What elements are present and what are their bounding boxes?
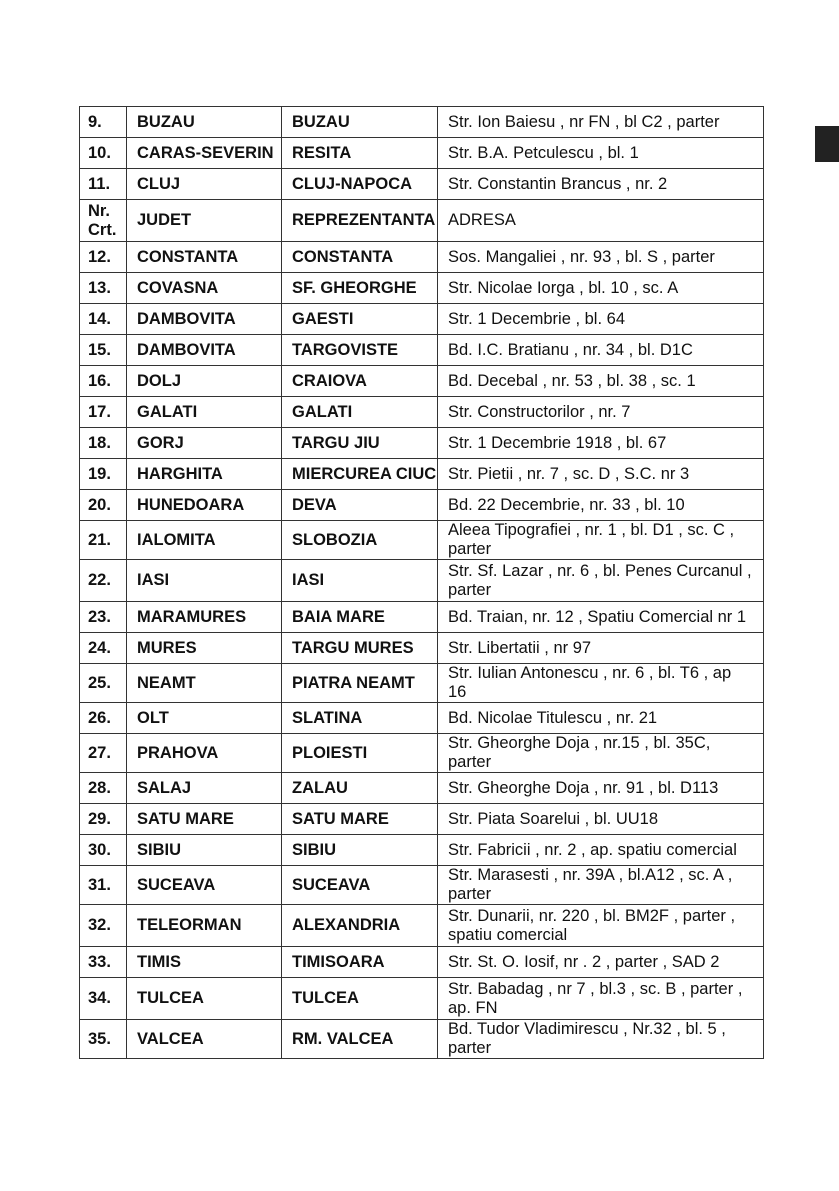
cell-nr: 23.: [80, 602, 127, 633]
cell-judet: CARAS-SEVERIN: [127, 138, 282, 169]
cell-judet: DAMBOVITA: [127, 304, 282, 335]
cell-nr: 35.: [80, 1020, 127, 1059]
header-reprezentanta: REPREZENTANTA: [282, 200, 438, 242]
cell-judet: GALATI: [127, 397, 282, 428]
cell-adresa: Str. Sf. Lazar , nr. 6 , bl. Penes Curcanul , parter: [438, 560, 764, 602]
cell-adresa: Str. Gheorghe Doja , nr. 91 , bl. D113: [438, 773, 764, 804]
cell-judet: SALAJ: [127, 773, 282, 804]
cell-reprezentanta: SLOBOZIA: [282, 521, 438, 560]
cell-adresa: Str. B.A. Petculescu , bl. 1: [438, 138, 764, 169]
table-row: [80, 633, 764, 664]
table-row: [80, 138, 764, 169]
cell-reprezentanta: TARGOVISTE: [282, 335, 438, 366]
cell-reprezentanta: SF. GHEORGHE: [282, 273, 438, 304]
header-judet: JUDET: [127, 200, 282, 242]
cell-adresa: Str. Piata Soarelui , bl. UU18: [438, 804, 764, 835]
table-row: [80, 602, 764, 633]
table-header-row: [80, 200, 764, 242]
cell-nr: 13.: [80, 273, 127, 304]
table-row: [80, 734, 764, 773]
cell-adresa: Bd. 22 Decembrie, nr. 33 , bl. 10: [438, 490, 764, 521]
cell-reprezentanta: SATU MARE: [282, 804, 438, 835]
table-row: [80, 459, 764, 490]
cell-nr: 17.: [80, 397, 127, 428]
cell-judet: TELEORMAN: [127, 905, 282, 947]
table-row: [80, 835, 764, 866]
table-row: [80, 107, 764, 138]
cell-reprezentanta: TULCEA: [282, 978, 438, 1020]
cell-reprezentanta: CONSTANTA: [282, 242, 438, 273]
table-row: [80, 366, 764, 397]
cell-adresa: Str. Nicolae Iorga , bl. 10 , sc. A: [438, 273, 764, 304]
cell-judet: TULCEA: [127, 978, 282, 1020]
cell-judet: CLUJ: [127, 169, 282, 200]
table-row: [80, 169, 764, 200]
cell-judet: IASI: [127, 560, 282, 602]
cell-judet: COVASNA: [127, 273, 282, 304]
cell-judet: HARGHITA: [127, 459, 282, 490]
cell-nr: 18.: [80, 428, 127, 459]
cell-judet: VALCEA: [127, 1020, 282, 1059]
cell-judet: DOLJ: [127, 366, 282, 397]
table-row: [80, 804, 764, 835]
cell-judet: MURES: [127, 633, 282, 664]
cell-adresa: Sos. Mangaliei , nr. 93 , bl. S , parter: [438, 242, 764, 273]
cell-reprezentanta: BAIA MARE: [282, 602, 438, 633]
cell-judet: IALOMITA: [127, 521, 282, 560]
header-nr-crt: Nr. Crt.: [80, 200, 127, 242]
table-row: [80, 773, 764, 804]
cell-adresa: Str. Babadag , nr 7 , bl.3 , sc. B , parter , ap. FN: [438, 978, 764, 1020]
cell-reprezentanta: RESITA: [282, 138, 438, 169]
cell-judet: SIBIU: [127, 835, 282, 866]
table-body: [80, 107, 764, 1059]
cell-adresa: Str. Pietii , nr. 7 , sc. D , S.C. nr 3: [438, 459, 764, 490]
cell-judet: TIMIS: [127, 947, 282, 978]
cell-judet: DAMBOVITA: [127, 335, 282, 366]
table-row: [80, 664, 764, 703]
cell-reprezentanta: MIERCUREA CIUC: [282, 459, 438, 490]
cell-reprezentanta: ZALAU: [282, 773, 438, 804]
table-row: [80, 397, 764, 428]
cell-nr: 31.: [80, 866, 127, 905]
cell-adresa: Bd. Decebal , nr. 53 , bl. 38 , sc. 1: [438, 366, 764, 397]
cell-judet: HUNEDOARA: [127, 490, 282, 521]
cell-reprezentanta: SUCEAVA: [282, 866, 438, 905]
cell-nr: 11.: [80, 169, 127, 200]
cell-nr: 20.: [80, 490, 127, 521]
cell-nr: 34.: [80, 978, 127, 1020]
cell-nr: 30.: [80, 835, 127, 866]
cell-judet: MARAMURES: [127, 602, 282, 633]
table-row: [80, 560, 764, 602]
table-row: [80, 273, 764, 304]
cell-reprezentanta: ALEXANDRIA: [282, 905, 438, 947]
table-row: [80, 335, 764, 366]
cell-adresa: Str. Marasesti , nr. 39A , bl.A12 , sc. A , parter: [438, 866, 764, 905]
cell-reprezentanta: DEVA: [282, 490, 438, 521]
cell-adresa: Bd. Tudor Vladimirescu , Nr.32 , bl. 5 , parter: [438, 1020, 764, 1059]
cell-judet: SUCEAVA: [127, 866, 282, 905]
chapter-tab-marker: [815, 126, 839, 162]
cell-reprezentanta: GAESTI: [282, 304, 438, 335]
cell-judet: PRAHOVA: [127, 734, 282, 773]
cell-nr: 12.: [80, 242, 127, 273]
cell-nr: 21.: [80, 521, 127, 560]
cell-nr: 25.: [80, 664, 127, 703]
table-row: [80, 521, 764, 560]
representatives-table: [79, 106, 764, 1059]
table-row: [80, 242, 764, 273]
cell-nr: 24.: [80, 633, 127, 664]
cell-adresa: Str. Constructorilor , nr. 7: [438, 397, 764, 428]
table-row: [80, 490, 764, 521]
cell-adresa: Str. St. O. Iosif, nr . 2 , parter , SAD 2: [438, 947, 764, 978]
table-row: [80, 304, 764, 335]
cell-reprezentanta: SLATINA: [282, 703, 438, 734]
table-row: [80, 905, 764, 947]
cell-adresa: Str. 1 Decembrie 1918 , bl. 67: [438, 428, 764, 459]
cell-reprezentanta: PLOIESTI: [282, 734, 438, 773]
cell-nr: 16.: [80, 366, 127, 397]
cell-judet: GORJ: [127, 428, 282, 459]
table-row: [80, 866, 764, 905]
cell-nr: 33.: [80, 947, 127, 978]
cell-nr: 29.: [80, 804, 127, 835]
cell-reprezentanta: TARGU MURES: [282, 633, 438, 664]
cell-nr: 22.: [80, 560, 127, 602]
cell-reprezentanta: TARGU JIU: [282, 428, 438, 459]
cell-judet: SATU MARE: [127, 804, 282, 835]
table-row: [80, 1020, 764, 1059]
cell-adresa: Bd. I.C. Bratianu , nr. 34 , bl. D1C: [438, 335, 764, 366]
cell-reprezentanta: RM. VALCEA: [282, 1020, 438, 1059]
cell-judet: NEAMT: [127, 664, 282, 703]
cell-adresa: Str. Iulian Antonescu , nr. 6 , bl. T6 , ap 16: [438, 664, 764, 703]
cell-nr: 32.: [80, 905, 127, 947]
cell-adresa: Str. Dunarii, nr. 220 , bl. BM2F , parter , spatiu comercial: [438, 905, 764, 947]
table-row: [80, 978, 764, 1020]
cell-nr: 27.: [80, 734, 127, 773]
cell-reprezentanta: CRAIOVA: [282, 366, 438, 397]
cell-adresa: Str. Fabricii , nr. 2 , ap. spatiu comercial: [438, 835, 764, 866]
cell-nr: 14.: [80, 304, 127, 335]
cell-reprezentanta: GALATI: [282, 397, 438, 428]
cell-judet: CONSTANTA: [127, 242, 282, 273]
cell-adresa: Aleea Tipografiei , nr. 1 , bl. D1 , sc. C , parter: [438, 521, 764, 560]
cell-adresa: Bd. Traian, nr. 12 , Spatiu Comercial nr 1: [438, 602, 764, 633]
cell-nr: 9.: [80, 107, 127, 138]
table-row: [80, 703, 764, 734]
cell-adresa: Bd. Nicolae Titulescu , nr. 21: [438, 703, 764, 734]
cell-reprezentanta: BUZAU: [282, 107, 438, 138]
header-adresa: ADRESA: [438, 200, 764, 242]
cell-nr: 19.: [80, 459, 127, 490]
cell-adresa: Str. Libertatii , nr 97: [438, 633, 764, 664]
table-row: [80, 947, 764, 978]
cell-adresa: Str. Ion Baiesu , nr FN , bl C2 , parter: [438, 107, 764, 138]
table-row: [80, 428, 764, 459]
cell-judet: BUZAU: [127, 107, 282, 138]
cell-nr: 28.: [80, 773, 127, 804]
cell-reprezentanta: PIATRA NEAMT: [282, 664, 438, 703]
cell-reprezentanta: IASI: [282, 560, 438, 602]
cell-reprezentanta: CLUJ-NAPOCA: [282, 169, 438, 200]
cell-adresa: Str. 1 Decembrie , bl. 64: [438, 304, 764, 335]
cell-adresa: Str. Gheorghe Doja , nr.15 , bl. 35C, parter: [438, 734, 764, 773]
cell-adresa: Str. Constantin Brancus , nr. 2: [438, 169, 764, 200]
cell-judet: OLT: [127, 703, 282, 734]
cell-nr: 15.: [80, 335, 127, 366]
cell-nr: 26.: [80, 703, 127, 734]
cell-nr: 10.: [80, 138, 127, 169]
cell-reprezentanta: SIBIU: [282, 835, 438, 866]
cell-reprezentanta: TIMISOARA: [282, 947, 438, 978]
